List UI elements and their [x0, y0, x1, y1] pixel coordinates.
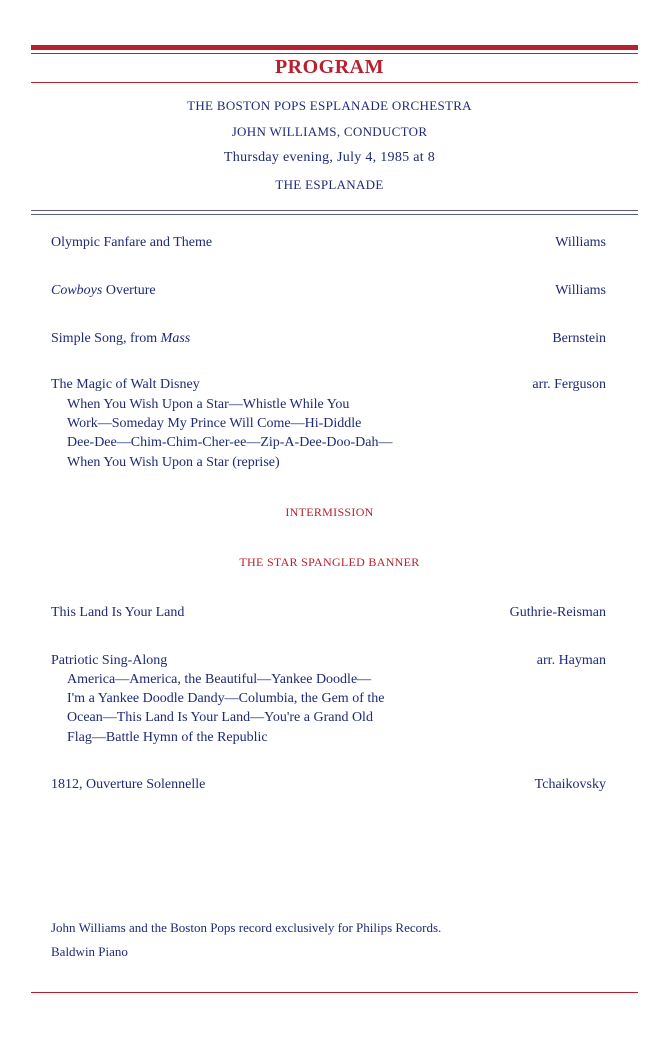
program-item-detail: Ocean—This Land Is Your Land—You're a Grand Old	[67, 710, 373, 725]
program-item-detail: Work—Someday My Prince Will Come—Hi-Diddle	[67, 416, 362, 431]
program-item-composer: Tchaikovsky	[534, 777, 606, 792]
program-item-composer: Bernstein	[552, 331, 606, 346]
program-item-title: This Land Is Your Land	[51, 605, 185, 620]
orchestra-line: THE BOSTON POPS ESPLANADE ORCHESTRA	[187, 98, 472, 113]
program-item-composer: Williams	[555, 235, 606, 250]
program-item-detail: America—America, the Beautiful—Yankee Doodle—	[67, 672, 372, 687]
program-item-title: Patriotic Sing-Along	[51, 653, 168, 668]
program-item-detail: Dee-Dee—Chim-Chim-Cher-ee—Zip-A-Dee-Doo-Dah—	[67, 435, 393, 450]
venue-line: THE ESPLANADE	[275, 177, 384, 192]
program-item-composer: Guthrie-Reisman	[509, 605, 606, 620]
title-italic-part: Mass	[160, 331, 191, 346]
program-item-title	[51, 283, 156, 299]
title-underline	[31, 82, 638, 83]
program-item-composer: arr. Ferguson	[532, 377, 606, 392]
program-item-title: 1812, Ouverture Solennelle	[51, 777, 206, 792]
piano-note: Baldwin Piano	[51, 944, 128, 959]
program-item-detail: Flag—Battle Hymn of the Republic	[67, 730, 268, 745]
anthem-label: THE STAR SPANGLED BANNER	[239, 555, 420, 569]
program-item-detail: I'm a Yankee Doodle Dandy—Columbia, the Gem of the	[67, 691, 385, 706]
top-thin-rule	[31, 53, 638, 54]
program-item-title: The Magic of Walt Disney	[51, 377, 200, 392]
date-line: Thursday evening, July 4, 1985 at 8	[223, 150, 436, 165]
program-item-detail: When You Wish Upon a Star (reprise)	[67, 455, 280, 470]
page-title: PROGRAM	[274, 56, 385, 78]
bottom-rule	[31, 992, 638, 993]
title-rest-part: Overture	[102, 283, 156, 298]
title-italic-part: Cowboys	[51, 283, 103, 298]
recording-note: John Williams and the Boston Pops record exclusively for Philips Records.	[51, 920, 442, 935]
program-item-detail: When You Wish Upon a Star—Whistle While You	[67, 397, 350, 412]
title-plain-part: Simple Song, from	[51, 331, 161, 346]
program-item-composer: Williams	[555, 283, 606, 298]
intermission-label: INTERMISSION	[285, 505, 374, 519]
top-thick-rule	[31, 45, 638, 50]
program-item-composer: arr. Hayman	[536, 653, 606, 668]
header-divider-bottom	[31, 214, 638, 215]
header-divider-top	[31, 210, 638, 211]
program-item-title: Olympic Fanfare and Theme	[51, 235, 213, 250]
program-item-title	[51, 331, 190, 347]
conductor-line: JOHN WILLIAMS, CONDUCTOR	[231, 124, 428, 139]
